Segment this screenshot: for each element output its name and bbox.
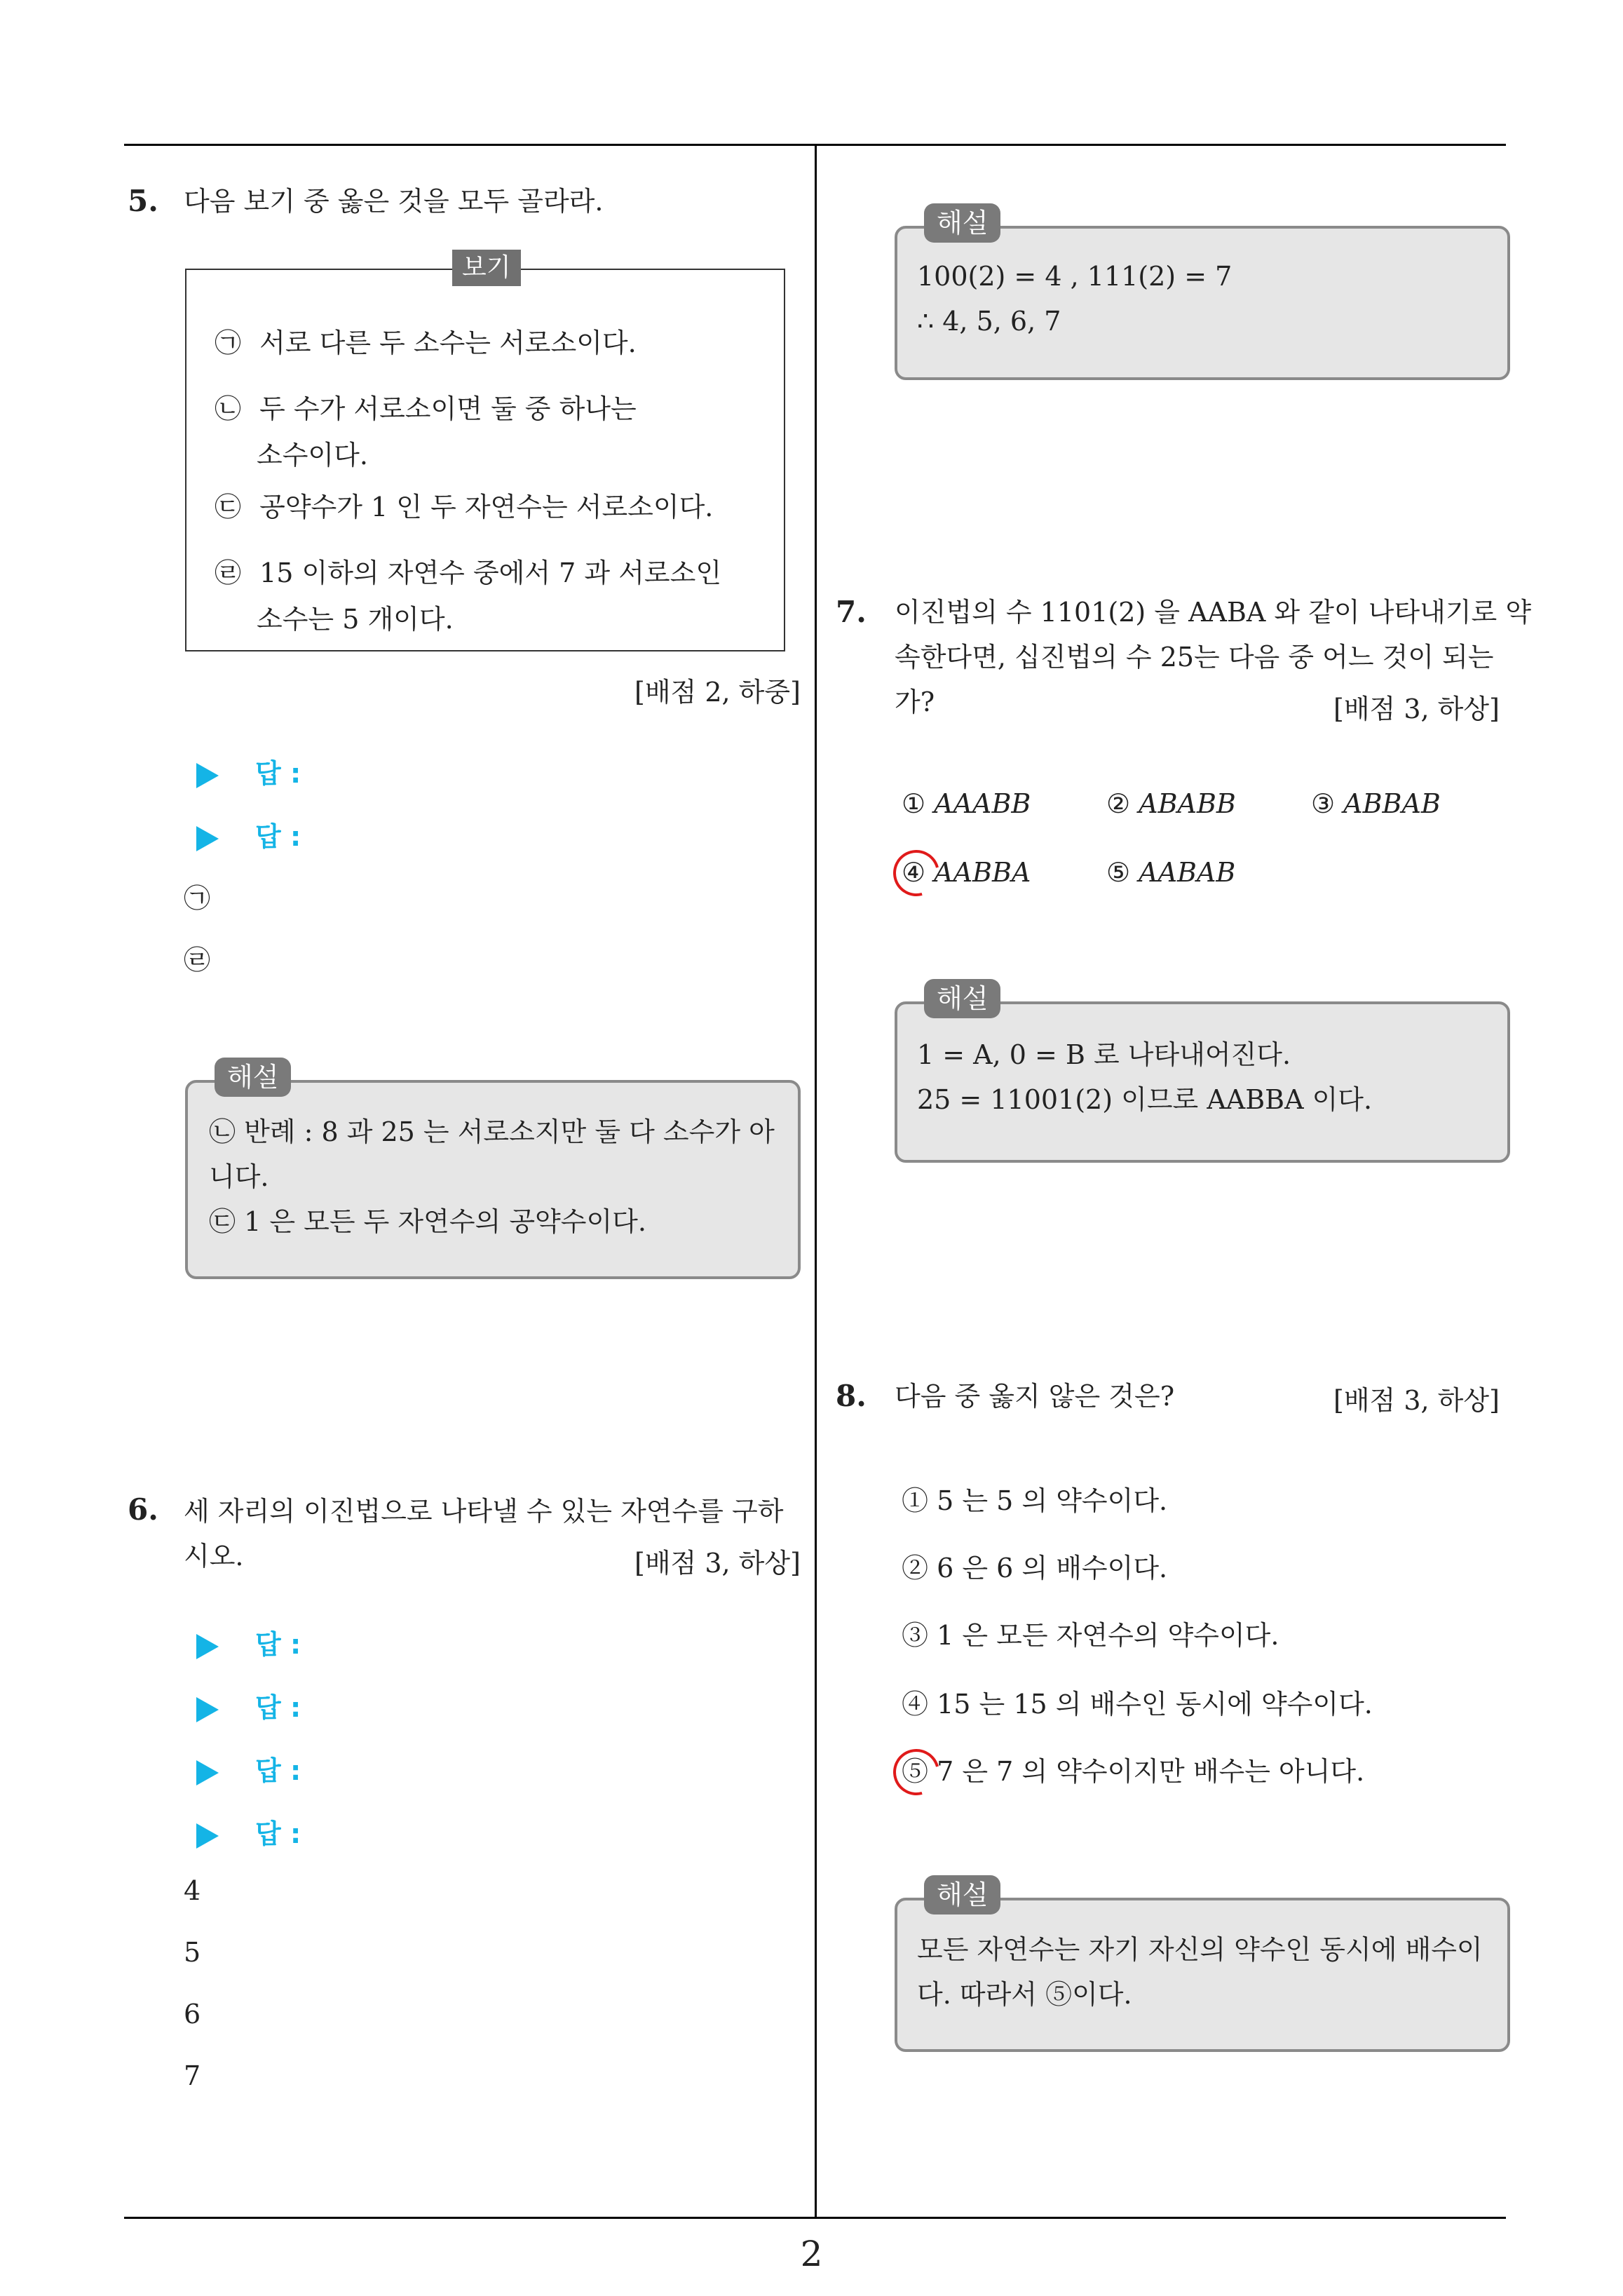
q7-choice-2: ② ABABB [1106,788,1236,819]
q5-haeseol-line-1: ㉡ 반례 : 8 과 25 는 서로소지만 둘 다 소수가 아 [209,1116,775,1147]
answer-arrow-icon [196,1760,219,1785]
q5-haeseol-line-3: ㉢ 1 은 모든 두 자연수의 공약수이다. [209,1206,646,1237]
q6-answer-4: 답 : [196,1812,301,1851]
bogi-item-2 [215,386,637,432]
bogi-item-text: 공약수가 1 인 두 자연수는 서로소이다. [259,492,714,522]
q7-haeseol-line-2: 25 = 11001(2) 이므로 AABBA 이다. [917,1084,1373,1115]
q7-text-line-2: 속한다면, 십진법의 수 25는 다음 중 어느 것이 되는 [895,642,1494,673]
q8-choice-2: ② 6 은 6 의 배수이다. [902,1553,1168,1583]
q8-choice-3: ③ 1 은 모든 자연수의 약수이다. [902,1620,1279,1651]
q8-choice-5: ⑤ 7 은 7 의 약수이지만 배수는 아니다. [902,1756,1365,1787]
q6-answer-value-2: 5 [184,1937,201,1968]
bogi-title: 보기 [452,250,521,286]
bogi-mark: ㉡ [215,393,242,424]
q6-text-line-2: 시오. [184,1541,244,1572]
q6-score: [배점 3, 하상] [634,1548,801,1579]
bogi-item-text: 15 이하의 자연수 중에서 7 과 서로소인 [259,558,722,588]
q8-choice-1: ① 5 는 5 의 약수이다. [902,1485,1168,1516]
bogi-item-4 [215,550,721,596]
q6-answer-value-4: 7 [184,2060,201,2091]
q8-haeseol-label: 해설 [924,1875,1000,1915]
answer-arrow-icon [196,763,219,788]
bogi-mark: ㉣ [215,558,242,588]
bogi-mark: ㉠ [215,327,242,358]
q5-haeseol-line-2: 니다. [209,1161,269,1192]
answer-arrow-icon [196,826,219,851]
q7-choice-3: ③ ABBAB [1311,788,1441,819]
q5-number: 5. [128,184,158,218]
bogi-mark: ㉢ [215,492,242,522]
q5-score: [배점 2, 하중] [634,677,801,708]
q5-answer-value-2: ㉣ [184,945,211,975]
answer-arrow-icon [196,1823,219,1849]
q6-haeseol-label: 해설 [924,203,1000,243]
q7-text-line-1: 이진법의 수 1101(2) 을 AABA 와 같이 나타내기로 약 [895,597,1532,628]
q8-choice-4: ④ 15 는 15 의 배수인 동시에 약수이다. [902,1689,1373,1720]
q7-text-line-3: 가? [895,687,935,717]
q7-choice-4: ④ AABBA [902,857,1031,888]
q7-haeseol-label: 해설 [924,979,1000,1018]
answer-arrow-icon [196,1634,219,1659]
q7-choice-5: ⑤ AABAB [1106,857,1236,888]
q6-haeseol-line-1: 100(2) = 4 , 111(2) = 7 [917,261,1232,292]
page-number: 2 [800,2234,823,2274]
bogi-item-text: 서로 다른 두 소수는 서로소이다. [259,327,637,358]
bogi-item-2-cont: 소수이다. [257,440,368,471]
q7-choice-1: ① AAABB [902,788,1031,819]
q5-answer-2: 답 : [196,815,301,853]
q6-haeseol-line-2: ∴ 4, 5, 6, 7 [917,306,1061,337]
column-divider [815,144,817,2218]
q6-answer-value-3: 6 [184,1999,201,2030]
q8-number: 8. [836,1379,867,1413]
q6-text-line-1: 세 자리의 이진법으로 나타낼 수 있는 자연수를 구하 [184,1496,784,1527]
q5-answer-value-1: ㉠ [184,883,211,914]
q6-answer-value-1: 4 [184,1875,201,1906]
q8-score: [배점 3, 하상] [1333,1385,1500,1416]
q5-text: 다음 보기 중 옳은 것을 모두 골라라. [184,186,604,217]
q5-haeseol-box [185,1080,801,1279]
answer-arrow-icon [196,1697,219,1722]
q8-text: 다음 중 옳지 않은 것은? [895,1381,1175,1412]
q5-haeseol-label: 해설 [215,1058,291,1097]
q6-answer-1: 답 : [196,1623,301,1661]
q7-haeseol-line-1: 1 = A, 0 = B 로 나타내어진다. [917,1039,1291,1070]
q5-answer-1: 답 : [196,752,301,790]
q6-answer-3: 답 : [196,1749,301,1788]
bogi-item-4-cont: 소수는 5 개이다. [257,604,454,635]
bottom-rule [124,2217,1506,2219]
q8-haeseol-line-1: 모든 자연수는 자기 자신의 약수인 동시에 배수이 [917,1934,1483,1965]
q6-answer-2: 답 : [196,1686,301,1724]
q8-haeseol-line-2: 다. 따라서 ⑤이다. [917,1979,1132,2010]
bogi-item-1 [215,320,637,366]
q7-score: [배점 3, 하상] [1333,694,1500,724]
q6-number: 6. [128,1492,158,1527]
bogi-item-text: 두 수가 서로소이면 둘 중 하나는 [259,393,637,424]
q7-number: 7. [836,595,867,629]
bogi-item-3 [215,484,713,530]
